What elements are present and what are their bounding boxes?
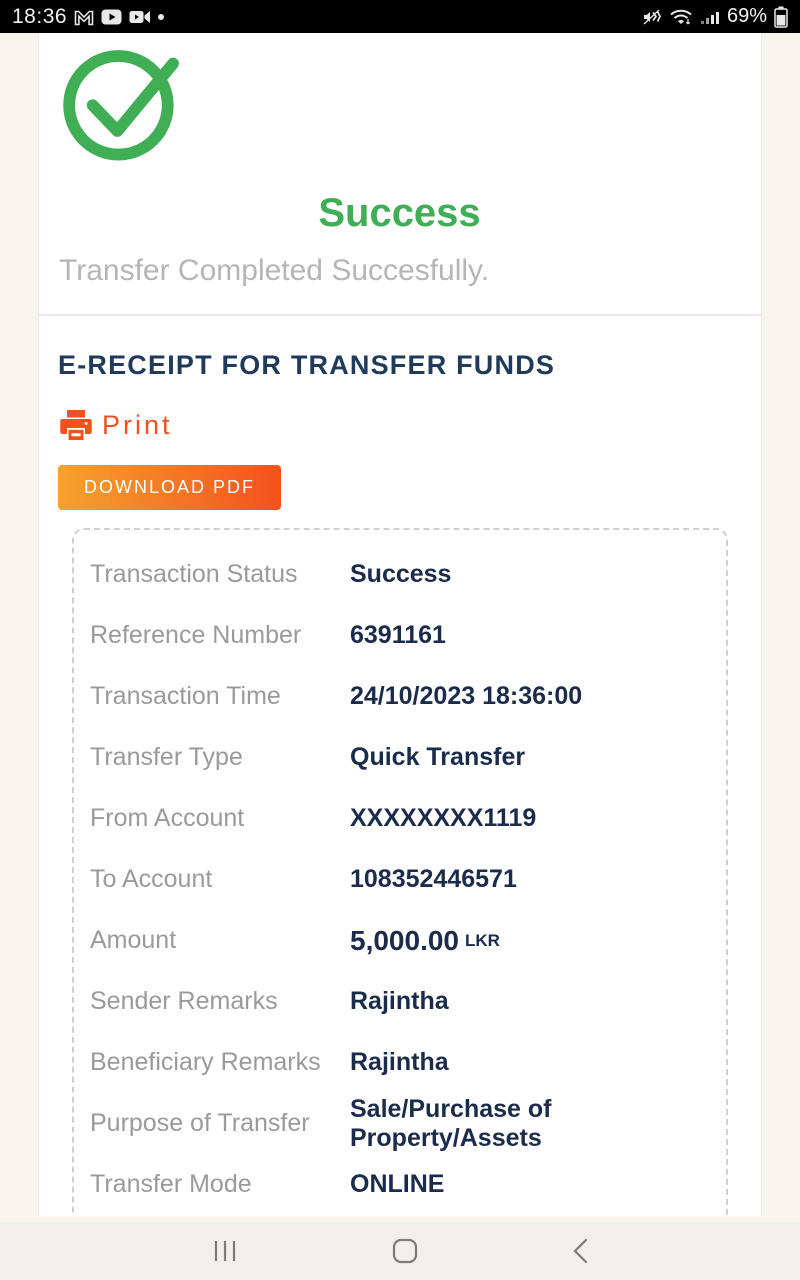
- row-beneficiary-remarks: [90, 1032, 710, 1093]
- row-label: To Account: [90, 865, 213, 893]
- home-button[interactable]: [392, 1238, 418, 1264]
- row-label: Sender Remarks: [90, 987, 278, 1015]
- recents-button[interactable]: [212, 1239, 238, 1263]
- success-subtitle: Transfer Completed Succesfully.: [59, 254, 490, 287]
- amount-currency: LKR: [465, 930, 500, 950]
- printer-icon: [58, 407, 94, 443]
- row-value: 6391161: [350, 621, 446, 649]
- row-transfer-type: [90, 727, 710, 788]
- youtube-icon: [101, 9, 122, 25]
- success-section: [39, 33, 761, 316]
- status-bar: [0, 0, 800, 33]
- receipt-details-box: [72, 528, 728, 1216]
- row-label: Transaction Status: [90, 560, 298, 588]
- row-from-account: [90, 788, 710, 849]
- recents-icon: [212, 1239, 238, 1263]
- status-bar-left: [12, 5, 164, 29]
- download-pdf-button[interactable]: DOWNLOAD PDF: [58, 465, 281, 510]
- row-to-account: [90, 849, 710, 910]
- print-label: Print: [102, 409, 173, 440]
- amount-value: 5,000.00: [350, 924, 459, 956]
- row-value: XXXXXXXX1119: [350, 804, 537, 832]
- row-label: From Account: [90, 804, 245, 832]
- row-value: 108352446571: [350, 865, 517, 893]
- back-icon: [572, 1238, 588, 1264]
- row-label: Transfer Type: [90, 743, 243, 771]
- gmail-icon: [74, 8, 94, 26]
- row-value: Rajintha: [350, 987, 449, 1015]
- clock: 18:36: [12, 4, 68, 28]
- row-value: Quick Transfer: [350, 743, 526, 771]
- row-value: 24/10/2023 18:36:00: [350, 682, 583, 710]
- row-amount: [90, 910, 710, 971]
- content-card: [38, 33, 762, 1216]
- back-button[interactable]: [572, 1238, 588, 1264]
- wifi-icon: [669, 8, 693, 26]
- android-nav-bar: [0, 1222, 800, 1280]
- battery-icon: [774, 6, 788, 28]
- battery-percent: 69%: [726, 5, 767, 27]
- row-label: Transfer Mode: [90, 1170, 252, 1198]
- row-label: Reference Number: [90, 621, 302, 649]
- success-check-icon: [57, 41, 197, 161]
- receipt-section: [39, 316, 761, 1216]
- screen-record-icon: [129, 9, 151, 25]
- row-label: Amount: [90, 926, 177, 954]
- home-icon: [392, 1238, 418, 1264]
- row-value: Rajintha: [350, 1048, 449, 1076]
- print-button[interactable]: [58, 407, 742, 443]
- row-value: ONLINE: [350, 1170, 445, 1198]
- status-bar-right: [642, 5, 788, 28]
- notification-dot: [158, 14, 164, 20]
- row-reference-number: [90, 605, 710, 666]
- receipt-heading: E-RECEIPT FOR TRANSFER FUNDS: [58, 350, 556, 380]
- row-transfer-mode: [90, 1154, 710, 1215]
- row-label: Beneficiary Remarks: [90, 1048, 321, 1076]
- row-transaction-status: [90, 544, 710, 605]
- row-sender-remarks: [90, 971, 710, 1032]
- row-value: Success: [350, 560, 452, 588]
- row-transaction-time: [90, 666, 710, 727]
- signal-icon: [700, 9, 720, 25]
- row-label: Transaction Time: [90, 682, 281, 710]
- row-value: Sale/Purchase of Property/Assets: [350, 1094, 552, 1152]
- success-title: Success: [318, 191, 481, 235]
- vibrate-icon: [642, 8, 662, 26]
- row-label: Purpose of Transfer: [90, 1109, 310, 1137]
- row-purpose-of-transfer: [90, 1093, 710, 1154]
